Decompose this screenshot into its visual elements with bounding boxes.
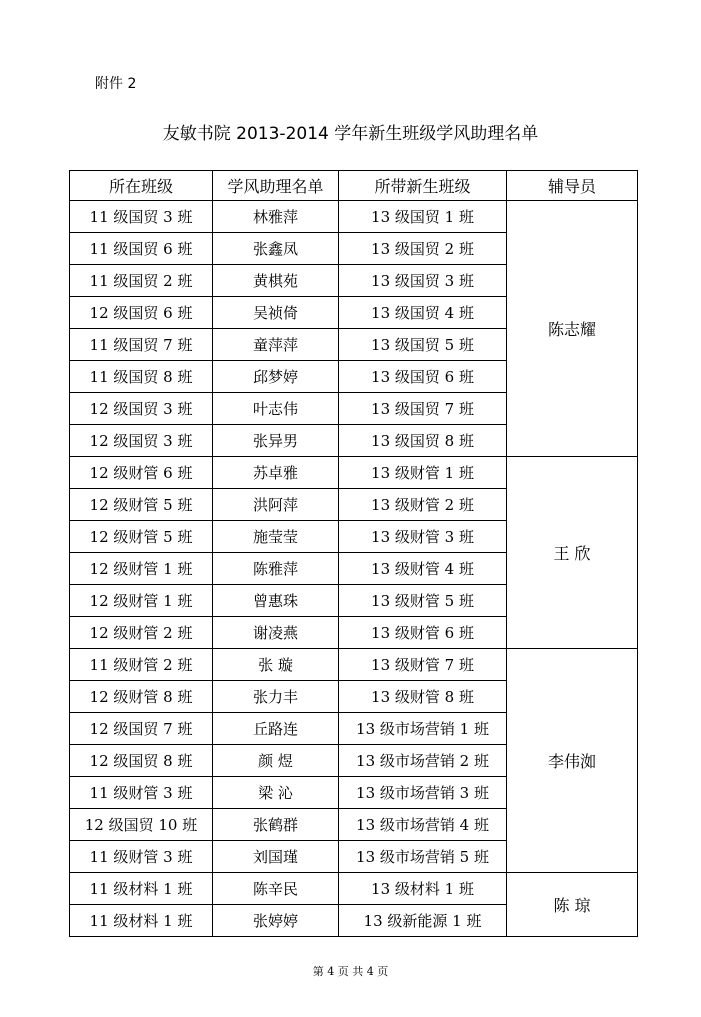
freshman-class-cell: 13 级财管 6 班 — [339, 617, 507, 649]
header-freshman-class: 所带新生班级 — [339, 171, 507, 201]
assistant-name-cell: 陈雅萍 — [213, 553, 339, 585]
current-class-cell: 12 级财管 1 班 — [70, 553, 213, 585]
freshman-class-cell: 13 级国贸 6 班 — [339, 361, 507, 393]
freshman-class-cell: 13 级国贸 4 班 — [339, 297, 507, 329]
current-class-cell: 11 级国贸 2 班 — [70, 265, 213, 297]
assistant-name-cell: 张鑫凤 — [213, 233, 339, 265]
header-current-class: 所在班级 — [70, 171, 213, 201]
assistant-name-cell: 张力丰 — [213, 681, 339, 713]
freshman-class-cell: 13 级国贸 7 班 — [339, 393, 507, 425]
current-class-cell: 12 级国贸 3 班 — [70, 425, 213, 457]
assistant-name-cell: 梁 沁 — [213, 777, 339, 809]
assistant-name-cell: 谢凌燕 — [213, 617, 339, 649]
current-class-cell: 11 级材料 1 班 — [70, 873, 213, 905]
assistant-name-cell: 叶志伟 — [213, 393, 339, 425]
freshman-class-cell: 13 级财管 4 班 — [339, 553, 507, 585]
table-header-row — [70, 171, 638, 201]
current-class-cell: 12 级财管 2 班 — [70, 617, 213, 649]
current-class-cell: 11 级国贸 3 班 — [70, 201, 213, 233]
freshman-class-cell: 13 级国贸 8 班 — [339, 425, 507, 457]
current-class-cell: 12 级国贸 7 班 — [70, 713, 213, 745]
freshman-class-cell: 13 级国贸 5 班 — [339, 329, 507, 361]
assistant-name-cell: 洪阿萍 — [213, 489, 339, 521]
current-class-cell: 12 级国贸 3 班 — [70, 393, 213, 425]
assistant-name-cell: 施莹莹 — [213, 521, 339, 553]
freshman-class-cell: 13 级财管 2 班 — [339, 489, 507, 521]
current-class-cell: 12 级财管 8 班 — [70, 681, 213, 713]
freshman-class-cell: 13 级新能源 1 班 — [339, 905, 507, 937]
table-body — [70, 201, 638, 937]
freshman-class-cell: 13 级财管 8 班 — [339, 681, 507, 713]
freshman-class-cell: 13 级市场营销 1 班 — [339, 713, 507, 745]
assistant-name-cell: 林雅萍 — [213, 201, 339, 233]
assistant-name-cell: 颜 煜 — [213, 745, 339, 777]
current-class-cell: 12 级财管 5 班 — [70, 489, 213, 521]
counselor-cell: 李伟洳 — [507, 649, 638, 873]
current-class-cell: 12 级国贸 6 班 — [70, 297, 213, 329]
assistant-name-cell: 张异男 — [213, 425, 339, 457]
assistant-name-cell: 曾惠珠 — [213, 585, 339, 617]
freshman-class-cell: 13 级市场营销 5 班 — [339, 841, 507, 873]
current-class-cell: 11 级材料 1 班 — [70, 905, 213, 937]
header-assistant-name: 学风助理名单 — [213, 171, 339, 201]
assistant-name-cell: 吴祯倚 — [213, 297, 339, 329]
freshman-class-cell: 13 级国贸 2 班 — [339, 233, 507, 265]
assistant-name-cell: 张 璇 — [213, 649, 339, 681]
freshman-class-cell: 13 级国贸 1 班 — [339, 201, 507, 233]
freshman-class-cell: 13 级国贸 3 班 — [339, 265, 507, 297]
counselor-cell: 王 欣 — [507, 457, 638, 649]
freshman-class-cell: 13 级财管 1 班 — [339, 457, 507, 489]
current-class-cell: 11 级国贸 8 班 — [70, 361, 213, 393]
freshman-class-cell: 13 级财管 7 班 — [339, 649, 507, 681]
header-counselor: 辅导员 — [507, 171, 638, 201]
table-row — [70, 457, 638, 489]
assistant-name-cell: 邱梦婷 — [213, 361, 339, 393]
freshman-class-cell: 13 级财管 3 班 — [339, 521, 507, 553]
freshman-class-cell: 13 级市场营销 2 班 — [339, 745, 507, 777]
table-row — [70, 201, 638, 233]
attachment-label: 附件 2 — [95, 76, 137, 92]
assistant-name-cell: 童萍萍 — [213, 329, 339, 361]
freshman-class-cell: 13 级材料 1 班 — [339, 873, 507, 905]
freshman-class-cell: 13 级财管 5 班 — [339, 585, 507, 617]
freshman-class-cell: 13 级市场营销 3 班 — [339, 777, 507, 809]
current-class-cell: 11 级财管 3 班 — [70, 841, 213, 873]
counselor-cell: 陈 琼 — [507, 873, 638, 937]
current-class-cell: 12 级国贸 8 班 — [70, 745, 213, 777]
assistant-name-cell: 丘路连 — [213, 713, 339, 745]
table-row — [70, 649, 638, 681]
assistant-name-cell: 张鹤群 — [213, 809, 339, 841]
current-class-cell: 11 级财管 2 班 — [70, 649, 213, 681]
assistant-name-cell: 刘国瑾 — [213, 841, 339, 873]
current-class-cell: 12 级财管 6 班 — [70, 457, 213, 489]
current-class-cell: 11 级国贸 6 班 — [70, 233, 213, 265]
current-class-cell: 11 级国贸 7 班 — [70, 329, 213, 361]
current-class-cell: 12 级财管 1 班 — [70, 585, 213, 617]
current-class-cell: 11 级财管 3 班 — [70, 777, 213, 809]
freshman-class-cell: 13 级市场营销 4 班 — [339, 809, 507, 841]
current-class-cell: 12 级财管 5 班 — [70, 521, 213, 553]
assistant-name-cell: 陈辛民 — [213, 873, 339, 905]
assistant-name-cell: 张婷婷 — [213, 905, 339, 937]
table-row — [70, 873, 638, 905]
counselor-cell: 陈志耀 — [507, 201, 638, 457]
document-title: 友敏书院 2013-2014 学年新生班级学风助理名单 — [162, 124, 539, 144]
assistant-roster-table — [69, 170, 638, 937]
page-footer: 第 4 页 共 4 页 — [312, 965, 389, 978]
current-class-cell: 12 级国贸 10 班 — [70, 809, 213, 841]
assistant-name-cell: 苏卓雅 — [213, 457, 339, 489]
assistant-name-cell: 黄棋苑 — [213, 265, 339, 297]
